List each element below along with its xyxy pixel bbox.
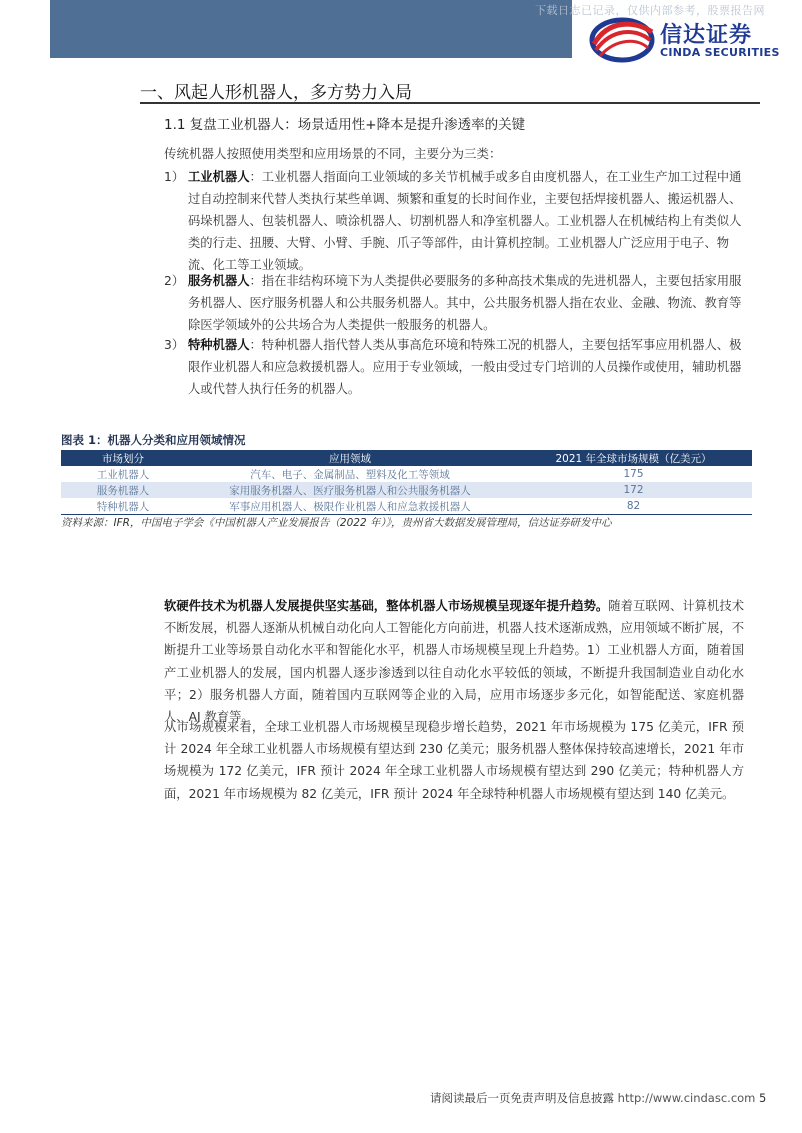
- page-footer: [430, 1090, 766, 1106]
- logo-text-cn: 信达证券: [660, 23, 753, 48]
- table-cell: 军事应用机器人、极限作业机器人和应急救援机器人: [185, 498, 515, 515]
- list-item-industrial: [164, 166, 744, 272]
- watermark: 下载日志已记录，仅供内部参考，股票报告网: [535, 4, 765, 17]
- header-bar: [50, 0, 572, 58]
- paragraph-text: 随着互联网、计算机技术不断发展，机器人逐渐从机械自动化向人工智能化方向前进，机器人技术逐渐成熟，应用领域不断扩展，不断提升工业等场景自动化水平和智能化水平，机器人市场规模呈现上升趋势。1）工业机器人方面，随着国产工业机器人的发展，国内机器人逐步渗透到以往自动化水平较低的领域，不断提升我国制造业自动化水平；2）服务机器人方面，随着国内互联网等企业的入局，应用市场逐步多元化，如智能配送、家庭机器人、AI 教育等。: [164, 599, 744, 725]
- list-item-term: 服务机器人: [188, 274, 250, 288]
- table-row: [61, 482, 752, 498]
- company-logo: [588, 14, 788, 64]
- table-cell: 82: [515, 498, 752, 515]
- table-row: [61, 498, 752, 515]
- footer-disclaimer: 请阅读最后一页免责声明及信息披露: [430, 1091, 614, 1105]
- column-header: 2021 年全球市场规模（亿美元）: [515, 450, 752, 466]
- table-cell: 172: [515, 482, 752, 498]
- body-paragraph: [164, 595, 744, 728]
- intro-text: 传统机器人按照使用类型和应用场景的不同，主要分为三类：: [164, 146, 502, 161]
- table-header-row: [61, 450, 752, 466]
- list-item-term: 特种机器人: [188, 338, 250, 352]
- subsection-title: 1.1 复盘工业机器人：场景适用性+降本是提升渗透率的关键: [164, 117, 526, 133]
- list-item-text: ：指在非结构环境下为人类提供必要服务的多种高技术集成的先进机器人，主要包括家用服务机器人、医疗服务机器人和公共服务机器人。其中，公共服务机器人指在农业、金融、物流、教育等除医学领域外的公共场合为人类提供一般服务的机器人。: [188, 274, 742, 332]
- column-header: 应用领域: [185, 450, 515, 466]
- body-paragraph: [164, 716, 744, 805]
- figure-source: 资料来源：IFR，中国电子学会《中国机器人产业发展报告（2022 年）》，贵州省大数据发展管理局，信达证券研发中心: [61, 517, 612, 529]
- robot-classification-table: [61, 450, 752, 515]
- table-cell: 工业机器人: [96, 468, 150, 481]
- section-title: 一、风起人形机器人，多方势力入局: [140, 78, 760, 104]
- table-row: [61, 466, 752, 482]
- table-cell: 特种机器人: [61, 498, 185, 515]
- list-item-special: [164, 334, 744, 396]
- paragraph-lead: 软硬件技术为机器人发展提供坚实基础，整体机器人市场规模呈现逐年提升趋势。: [164, 599, 609, 613]
- list-item-text: ：工业机器人指面向工业领域的多关节机械手或多自由度机器人，在工业生产加工过程中通过自动控制来代替人类执行某些单调、频繁和重复的长时间作业，主要包括焊接机器人、搬运机器人、码垛机器人、包装机器人、喷涂机器人、切割机器人和净室机器人。工业机器人在机械结构上有类似人类的行走、扭腰、大臂、小臂、手腕、爪子等部件，由计算机控制。工业机器人广泛应用于电子、物流、化工等工业领域。: [188, 170, 742, 272]
- page-number: 5: [759, 1091, 767, 1105]
- table-cell: 家用服务机器人、医疗服务机器人和公共服务机器人: [185, 482, 515, 498]
- paragraph-text: 从市场规模来看，全球工业机器人市场规模呈现稳步增长趋势，2021 年市场规模为 175 亿美元，IFR 预计 2024 年全球工业机器人市场规模有望达到 230 亿美元；服务机器人整体保持较高速增长，2021 年市场规模为 172 亿美元，IFR 预计 2024 年全球工业机器人市场规模有望达到 290 亿美元；特种机器人方面，2021 年市场规模为 82 亿美元，IFR 预计 2024 年全球特种机器人市场规模有望达到 140 亿美元。: [164, 720, 744, 801]
- table-cell: 175: [623, 468, 644, 480]
- list-item-number: 1）: [164, 170, 185, 184]
- list-item-number: 3）: [164, 338, 185, 352]
- figure-caption: 图表 1：机器人分类和应用领域情况: [61, 433, 246, 447]
- list-item-text: ：特种机器人指代替人类从事高危环境和特殊工况的机器人，主要包括军事应用机器人、极限作业机器人和应急救援机器人。应用于专业领域，一般由受过专门培训的人员操作或使用，辅助机器人或代替人执行任务的机器人。: [188, 338, 742, 396]
- list-item-term: 工业机器人: [188, 170, 250, 184]
- column-header: 市场划分: [61, 450, 185, 466]
- list-item-service: [164, 270, 744, 332]
- table-cell: 服务机器人: [61, 482, 185, 498]
- list-item-number: 2）: [164, 274, 185, 288]
- logo-swoosh-icon: [588, 14, 658, 64]
- table-cell: 汽车、电子、金属制品、塑料及化工等领域: [250, 468, 450, 481]
- footer-url-link[interactable]: http://www.cindasc.com: [617, 1091, 756, 1105]
- logo-text-en: CINDA SECURITIES: [660, 46, 780, 59]
